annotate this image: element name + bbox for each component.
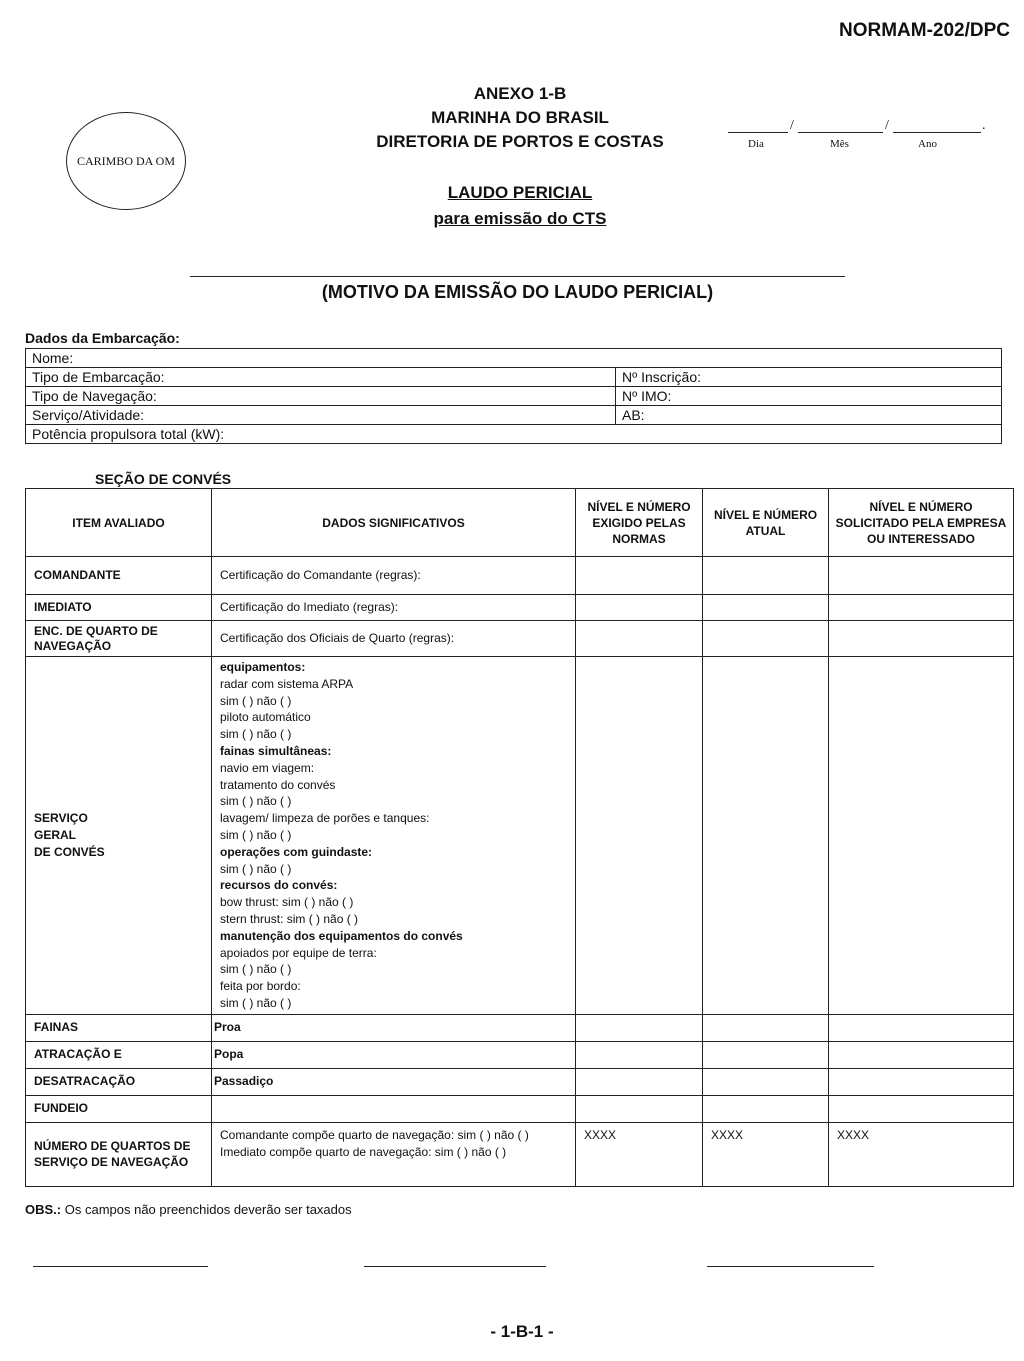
table-row bbox=[26, 1041, 1014, 1068]
vessel-type-field[interactable]: Tipo de Embarcação: bbox=[26, 368, 616, 387]
commander-watch-line[interactable]: Comandante compõe quarto de navegação: sim ( ) não ( ) bbox=[220, 1127, 529, 1142]
report-title bbox=[300, 180, 740, 232]
header-current: NÍVEL E NÚMERO ATUAL bbox=[703, 489, 829, 557]
item-anchoring: FUNDEIO bbox=[26, 1095, 212, 1122]
line-simultaneous-tasks: fainas simultâneas: bbox=[220, 743, 332, 758]
day-label: Dia bbox=[748, 138, 764, 150]
required-cell[interactable] bbox=[576, 1068, 703, 1095]
current-cell[interactable] bbox=[703, 1014, 829, 1041]
required-placeholder: XXXX bbox=[576, 1122, 703, 1186]
table-row bbox=[26, 657, 1014, 1015]
motivo-caption: (MOTIVO DA EMISSÃO DO LAUDO PERICIAL) bbox=[321, 282, 714, 302]
navigation-type-field[interactable]: Tipo de Navegação: bbox=[26, 387, 616, 406]
table-row bbox=[26, 1122, 1014, 1186]
date-end-dot: . bbox=[982, 118, 986, 133]
item-general-deck-service: SERVIÇO GERAL DE CONVÉS bbox=[26, 657, 212, 1015]
required-cell[interactable] bbox=[576, 557, 703, 595]
required-cell[interactable] bbox=[576, 595, 703, 621]
year-line[interactable] bbox=[893, 118, 981, 133]
item-unberthing: DESATRACAÇÃO bbox=[26, 1068, 212, 1095]
line-ship-underway: navio em viagem: bbox=[220, 760, 315, 775]
report-title-main: LAUDO PERICIAL bbox=[447, 183, 593, 202]
line-autopilot: piloto automático bbox=[220, 710, 311, 725]
stamp-label: CARIMBO DA OM bbox=[76, 153, 175, 168]
line-shore-team: apoiados por equipe de terra: bbox=[220, 945, 377, 960]
current-cell[interactable] bbox=[703, 557, 829, 595]
current-placeholder: XXXX bbox=[703, 1122, 829, 1186]
line-onboard: feita por bordo: bbox=[220, 979, 301, 994]
current-cell[interactable] bbox=[703, 657, 829, 1015]
report-title-sub: para emissão do CTS bbox=[433, 209, 607, 228]
header-required: NÍVEL E NÚMERO EXIGIDO PELAS NORMAS bbox=[576, 489, 703, 557]
table-row bbox=[26, 557, 1014, 595]
general-deck-data[interactable] bbox=[212, 657, 576, 1015]
imo-field[interactable]: Nº IMO: bbox=[616, 387, 1002, 406]
watch-data[interactable]: Certificação dos Oficiais de Quarto (regras): bbox=[212, 621, 576, 657]
month-label: Mês bbox=[830, 138, 849, 150]
requested-cell[interactable] bbox=[829, 557, 1014, 595]
item-commander: COMANDANTE bbox=[26, 557, 212, 595]
header-requested: NÍVEL E NÚMERO SOLICITADO PELA EMPRESA OU INTERESSADO bbox=[829, 489, 1014, 557]
line-hold-cleaning: lavagem/ limpeza de porões e tanques: bbox=[220, 811, 430, 826]
motivo-fill-line[interactable] bbox=[190, 276, 845, 277]
item-berthing: ATRACAÇÃO E bbox=[26, 1041, 212, 1068]
year-label: Ano bbox=[918, 138, 937, 150]
requested-cell[interactable] bbox=[829, 595, 1014, 621]
requested-placeholder: XXXX bbox=[829, 1122, 1014, 1186]
date-separator: / bbox=[790, 118, 794, 133]
current-cell[interactable] bbox=[703, 621, 829, 657]
observation-note bbox=[25, 1202, 352, 1217]
line-equipment: equipamentos: bbox=[220, 660, 306, 674]
mate-data[interactable]: Certificação do Imediato (regras): bbox=[212, 595, 576, 621]
maneuver-bridge: Passadiço bbox=[212, 1068, 576, 1095]
line-yes-no[interactable]: sim ( ) não ( ) bbox=[220, 962, 292, 977]
document-code: NORMAM-202/DPC bbox=[838, 20, 1010, 41]
ab-field[interactable]: AB: bbox=[616, 406, 1002, 425]
item-maneuver-tasks: FAINAS bbox=[26, 1014, 212, 1041]
line-crane-operations: operações com guindaste: bbox=[220, 844, 373, 859]
line-yes-no[interactable]: sim ( ) não ( ) bbox=[220, 693, 292, 708]
current-cell[interactable] bbox=[703, 595, 829, 621]
item-watch-officer: ENC. DE QUARTO DE NAVEGAÇÃO bbox=[26, 621, 212, 657]
current-cell[interactable] bbox=[703, 1095, 829, 1122]
maneuver-anchoring[interactable] bbox=[212, 1095, 576, 1122]
annex-title: ANEXO 1-B bbox=[473, 84, 567, 103]
mate-watch-line[interactable]: Imediato compõe quarto de navegação: sim ( ) não ( ) bbox=[220, 1144, 507, 1159]
required-cell[interactable] bbox=[576, 1095, 703, 1122]
header-block bbox=[300, 82, 740, 154]
signature-line[interactable] bbox=[707, 1266, 874, 1267]
line-yes-no[interactable]: sim ( ) não ( ) bbox=[220, 794, 292, 809]
line-yes-no[interactable]: sim ( ) não ( ) bbox=[220, 727, 292, 742]
requested-cell[interactable] bbox=[829, 621, 1014, 657]
page-number: - 1-B-1 - bbox=[490, 1322, 554, 1341]
line-bow-thrust[interactable]: bow thrust: sim ( ) não ( ) bbox=[220, 895, 354, 910]
department-name: DIRETORIA DE PORTOS E COSTAS bbox=[376, 132, 664, 151]
vessel-section-title: Dados da Embarcação: bbox=[25, 330, 180, 346]
table-header-row bbox=[26, 489, 1014, 557]
table-row bbox=[26, 1095, 1014, 1122]
organization-name: MARINHA DO BRASIL bbox=[431, 108, 609, 127]
item-navigation-watches: NÚMERO DE QUARTOS DE SERVIÇO DE NAVEGAÇÃO bbox=[26, 1122, 212, 1186]
header-data: DADOS SIGNIFICATIVOS bbox=[212, 489, 576, 557]
obs-text: Os campos não preenchidos deverão ser taxados bbox=[61, 1202, 352, 1217]
table-row bbox=[26, 621, 1014, 657]
obs-label: OBS.: bbox=[25, 1202, 62, 1217]
required-cell[interactable] bbox=[576, 1041, 703, 1068]
maneuver-stern: Popa bbox=[212, 1041, 576, 1068]
line-deck-resources: recursos do convés: bbox=[220, 878, 338, 893]
date-separator: / bbox=[885, 118, 889, 133]
month-line[interactable] bbox=[798, 118, 883, 133]
day-line[interactable] bbox=[728, 118, 788, 133]
watches-data[interactable] bbox=[212, 1122, 576, 1186]
deck-section-table bbox=[25, 488, 1014, 1187]
signature-line[interactable] bbox=[33, 1266, 208, 1267]
current-cell[interactable] bbox=[703, 1041, 829, 1068]
item-mate: IMEDIATO bbox=[26, 595, 212, 621]
propulsion-power-field[interactable]: Potência propulsora total (kW): bbox=[26, 425, 1002, 444]
required-cell[interactable] bbox=[576, 657, 703, 1015]
line-stern-thrust[interactable]: stern thrust: sim ( ) não ( ) bbox=[220, 911, 359, 926]
vessel-name-field[interactable]: Nome: bbox=[26, 349, 1002, 368]
registration-field[interactable]: Nº Inscrição: bbox=[616, 368, 1002, 387]
required-cell[interactable] bbox=[576, 621, 703, 657]
line-deck-maintenance: manutenção dos equipamentos do convés bbox=[220, 928, 463, 943]
table-row bbox=[26, 1014, 1014, 1041]
deck-section-title: SEÇÃO DE CONVÉS bbox=[95, 471, 232, 487]
line-radar: radar com sistema ARPA bbox=[220, 676, 354, 691]
requested-cell[interactable] bbox=[829, 1068, 1014, 1095]
maneuver-bow: Proa bbox=[212, 1014, 576, 1041]
requested-cell[interactable] bbox=[829, 657, 1014, 1015]
commander-data[interactable]: Certificação do Comandante (regras): bbox=[212, 557, 576, 595]
table-row bbox=[26, 1068, 1014, 1095]
requested-cell[interactable] bbox=[829, 1041, 1014, 1068]
service-field[interactable]: Serviço/Atividade: bbox=[26, 406, 616, 425]
table-row bbox=[26, 595, 1014, 621]
required-cell[interactable] bbox=[576, 1014, 703, 1041]
vessel-data-table bbox=[25, 348, 1002, 444]
line-yes-no[interactable]: sim ( ) não ( ) bbox=[220, 995, 292, 1010]
line-yes-no[interactable]: sim ( ) não ( ) bbox=[220, 827, 292, 842]
om-stamp bbox=[66, 112, 186, 210]
requested-cell[interactable] bbox=[829, 1095, 1014, 1122]
line-deck-treatment: tratamento do convés bbox=[220, 777, 336, 792]
header-item: ITEM AVALIADO bbox=[26, 489, 212, 557]
current-cell[interactable] bbox=[703, 1068, 829, 1095]
line-yes-no[interactable]: sim ( ) não ( ) bbox=[220, 861, 292, 876]
signature-line[interactable] bbox=[364, 1266, 546, 1267]
requested-cell[interactable] bbox=[829, 1014, 1014, 1041]
